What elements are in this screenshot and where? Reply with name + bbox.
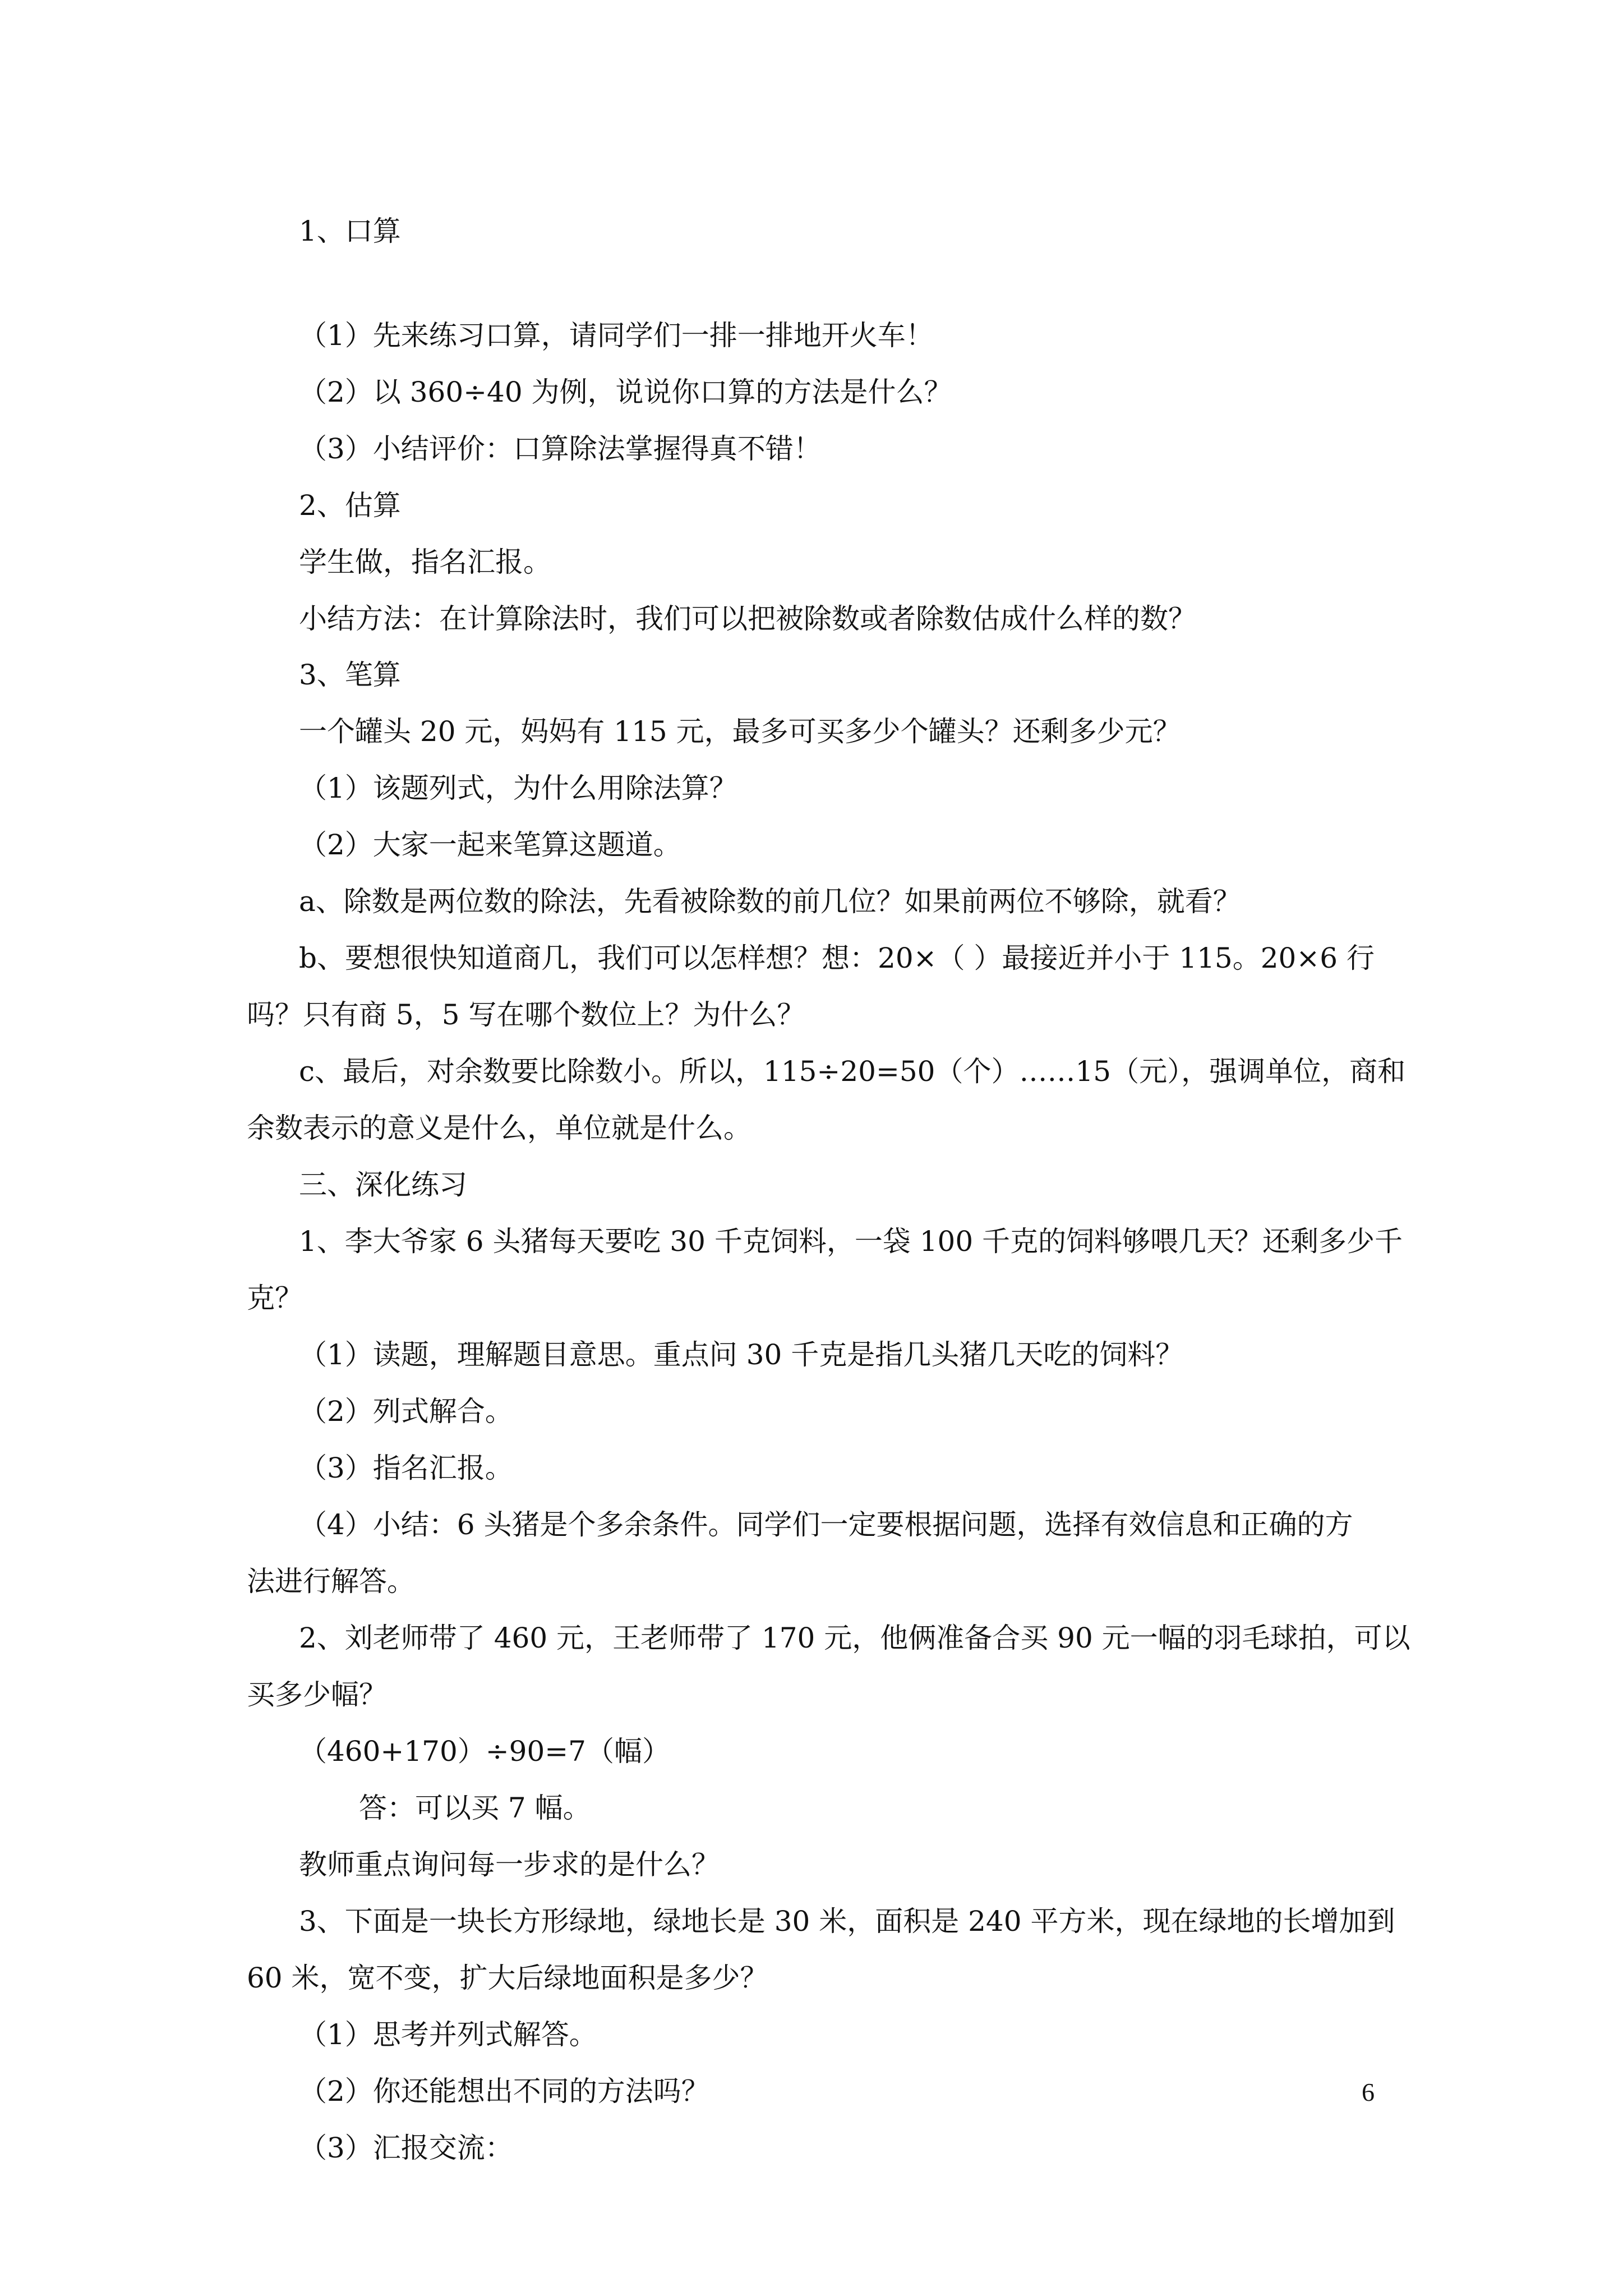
text-line: 余数表示的意义是什么，单位就是什么。 — [247, 1112, 751, 1144]
text-line: 2、刘老师带了 460 元，王老师带了 170 元，他俩准备合买 90 元一幅的羽毛球拍，可以 — [299, 1622, 1410, 1654]
text-line: 法进行解答。 — [247, 1565, 415, 1598]
text-line: （2）列式解合。 — [299, 1395, 513, 1428]
text-line: 3、笔算 — [299, 659, 401, 691]
text-line: a、除数是两位数的除法，先看被除数的前几位？如果前两位不够除，就看？ — [299, 885, 1241, 918]
text-line: （2）大家一起来笔算这题道。 — [299, 829, 681, 861]
text-line: （1）思考并列式解答。 — [299, 2018, 597, 2051]
text-line: 小结方法：在计算除法时，我们可以把被除数或者除数估成什么样的数？ — [299, 602, 1196, 635]
equation-line: （460+170）÷90=7（幅） — [299, 1735, 670, 1768]
text-line: 3、下面是一块长方形绿地，绿地长是 30 米，面积是 240 平方米，现在绿地的长增加到 — [299, 1905, 1395, 1938]
text-line: （1）先来练习口算，请同学们一排一排地开火车！ — [299, 319, 934, 352]
text-line: （1）该题列式，为什么用除法算？ — [299, 772, 737, 804]
answer-line: 答：可以买 7 幅。 — [359, 1792, 591, 1824]
text-line: 1、口算 — [299, 215, 401, 247]
text-line: （3）小结评价：口算除法掌握得真不错！ — [299, 432, 822, 465]
text-line: （3）指名汇报。 — [299, 1452, 513, 1484]
text-line: （4）小结：6 头猪是个多余条件。同学们一定要根据问题，选择有效信息和正确的方 — [299, 1508, 1353, 1541]
text-line: （3）汇报交流： — [299, 2132, 513, 2164]
text-line: 吗？只有商 5，5 写在哪个数位上？为什么？ — [247, 999, 805, 1031]
text-line: 学生做，指名汇报。 — [299, 546, 551, 578]
text-line: 一个罐头 20 元，妈妈有 115 元，最多可买多少个罐头？还剩多少元？ — [299, 715, 1181, 748]
text-line: 1、李大爷家 6 头猪每天要吃 30 千克饲料，一袋 100 千克的饲料够喂几天？还剩多少千 — [299, 1225, 1403, 1258]
text-line: （2）你还能想出不同的方法吗？ — [299, 2075, 709, 2108]
text-line: 买多少幅？ — [247, 1678, 387, 1711]
text-line: c、最后，对余数要比除数小。所以，115÷20=50（个）……15（元），强调单位，商和 — [299, 1055, 1406, 1088]
text-line: 教师重点询问每一步求的是什么？ — [299, 1848, 720, 1881]
section-heading: 三、深化练习 — [299, 1168, 467, 1201]
page-number: 6 — [1362, 2078, 1375, 2106]
text-line: （1）读题，理解题目意思。重点问 30 千克是指几头猪几天吃的饲料？ — [299, 1338, 1184, 1371]
text-line: 60 米，宽不变，扩大后绿地面积是多少？ — [247, 1962, 768, 1994]
text-line: b、要想很快知道商几，我们可以怎样想？想：20×（ ）最接近并小于 115。20×6 行 — [299, 942, 1375, 974]
text-line: 2、估算 — [299, 489, 401, 522]
text-line: （2）以 360÷40 为例，说说你口算的方法是什么？ — [299, 376, 952, 408]
text-line: 克？ — [247, 1282, 303, 1314]
